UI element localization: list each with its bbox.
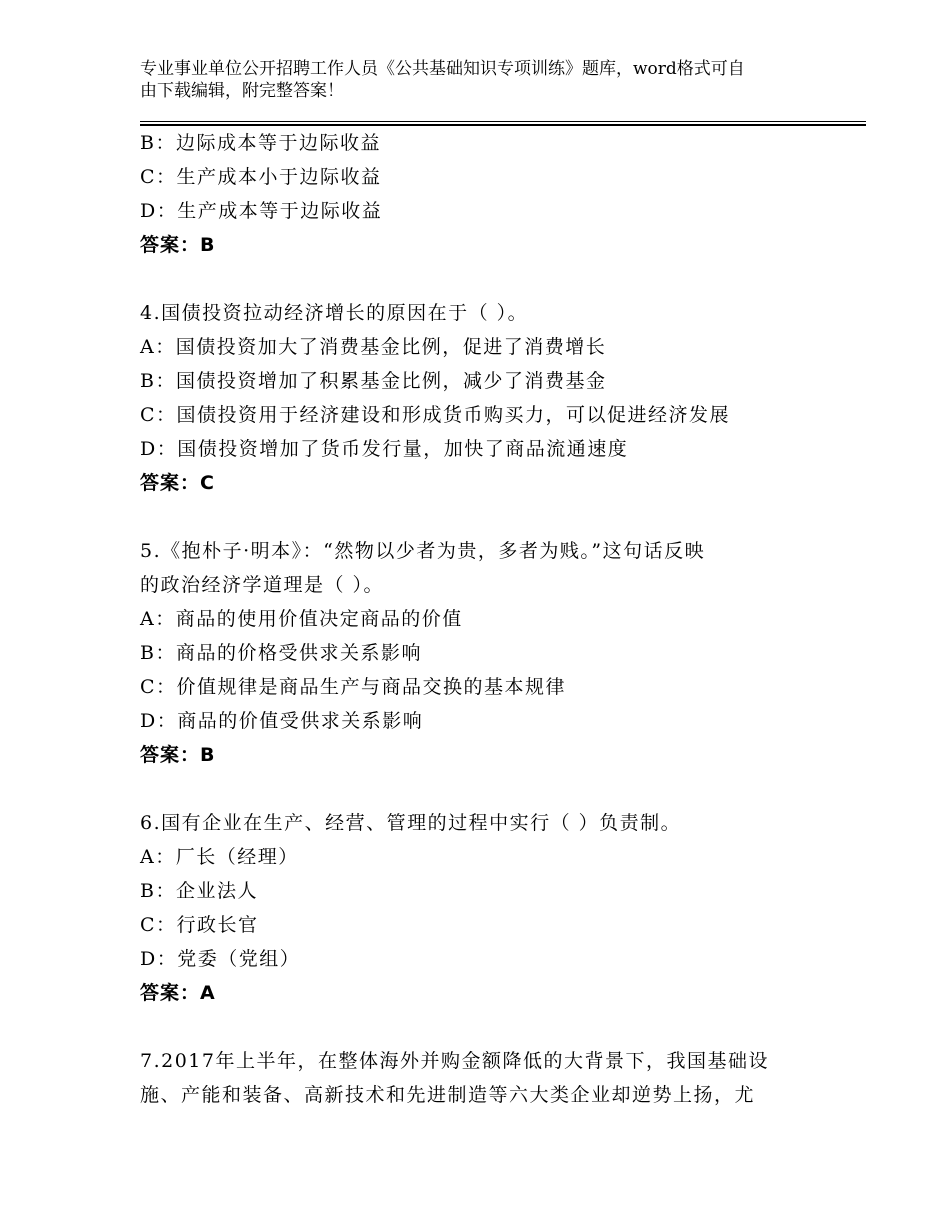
q6-stem: 6.国有企业在生产、经营、管理的过程中实行（ ）负责制。 — [140, 812, 682, 834]
q6-answer: 答案：A — [140, 982, 216, 1004]
q4-stem: 4.国债投资拉动经济增长的原因在于（ ）。 — [140, 302, 529, 324]
spacer — [140, 772, 866, 806]
spacer — [140, 262, 866, 296]
q7-stem-line-1: 7.2017年上半年，在整体海外并购金额降低的大背景下，我国基础设 — [140, 1050, 769, 1072]
spacer — [140, 500, 866, 534]
q6-option-b: B：企业法人 — [140, 880, 258, 902]
q4-answer: 答案：C — [140, 472, 215, 494]
q5-stem-line-2: 的政治经济学道理是（ ）。 — [140, 574, 385, 596]
q6-option-c: C：行政长官 — [140, 914, 259, 936]
q4-option-b: B：国债投资增加了积累基金比例，减少了消费基金 — [140, 370, 607, 392]
question-list — [140, 126, 866, 1112]
q3-option-d: D：生产成本等于边际收益 — [140, 200, 383, 222]
q6-option-d: D：党委（党组） — [140, 948, 301, 970]
q3-option-c: C：生产成本小于边际收益 — [140, 166, 382, 188]
q4-option-d: D：国债投资增加了货币发行量，加快了商品流通速度 — [140, 438, 629, 460]
q5-option-d: D：商品的价值受供求关系影响 — [140, 710, 424, 732]
spacer — [140, 1010, 866, 1044]
q4-option-a: A：国债投资加大了消费基金比例，促进了消费增长 — [140, 336, 607, 358]
q3-answer: 答案：B — [140, 234, 216, 256]
q5-option-a: A：商品的使用价值决定商品的价值 — [140, 608, 463, 630]
q5-option-c: C：价值规律是商品生产与商品交换的基本规律 — [140, 676, 567, 698]
q7-stem-line-2: 施、产能和装备、高新技术和先进制造等六大类企业却逆势上扬，尤 — [140, 1084, 756, 1106]
q5-option-b: B：商品的价格受供求关系影响 — [140, 642, 422, 664]
header-line-2: 由下载编辑，附完整答案！ — [140, 81, 344, 101]
header-line-1: 专业事业单位公开招聘工作人员《公共基础知识专项训练》题库，word格式可自 — [140, 59, 745, 79]
q6-option-a: A：厂长（经理） — [140, 846, 299, 868]
q5-answer: 答案：B — [140, 744, 216, 766]
q3-option-b: B：边际成本等于边际收益 — [140, 132, 381, 154]
page-header — [140, 58, 820, 102]
q5-stem-line-1: 5.《抱朴子·明本》：“然物以少者为贵，多者为贱。”这句话反映 — [140, 540, 706, 562]
q4-option-c: C：国债投资用于经济建设和形成货币购买力，可以促进经济发展 — [140, 404, 731, 426]
